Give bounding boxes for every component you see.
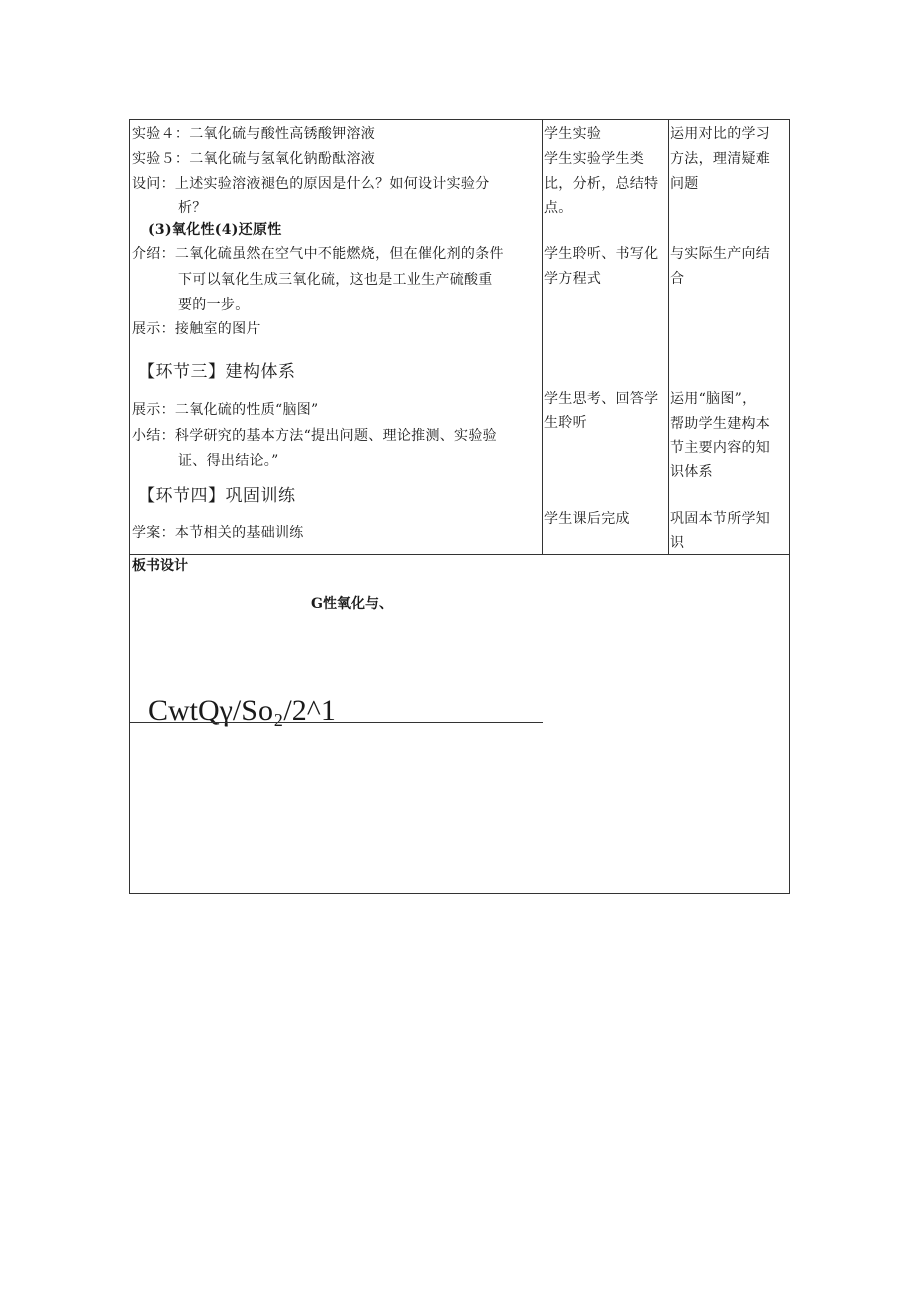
- summary-line-1: 小结：科学研究的基本方法“提出问题、理论推测、实验验: [132, 428, 497, 444]
- intent-line: 合: [670, 271, 685, 287]
- student-line: 学生思考、回答学: [544, 391, 659, 407]
- board-design-title: 板书设计: [132, 558, 188, 574]
- board-design-subtitle: G性氧化与、: [311, 596, 393, 612]
- section-3-heading: 【环节三】建构体系: [138, 362, 296, 382]
- intent-line: 识: [670, 535, 685, 551]
- board-design-formula: CwtQγ/So₂/2^1: [148, 694, 336, 727]
- properties-heading: (3)氧化性(4)还原性: [148, 222, 282, 238]
- intro-line-1: 介绍：二氧化硫虽然在空气中不能燃烧，但在催化剂的条件: [132, 246, 504, 262]
- intro-line-3: 要的一步。: [178, 297, 250, 313]
- formula-underline: [130, 722, 543, 723]
- student-line: 比，分析，总结特: [544, 176, 659, 192]
- show-line-1: 展示：接触室的图片: [132, 321, 261, 337]
- study-line: 学案：本节相关的基础训练: [132, 525, 304, 541]
- student-line: 学生聆听、书写化: [544, 246, 659, 262]
- student-line: 学生实验学生类: [544, 151, 645, 167]
- student-line: 生聆听: [544, 415, 587, 431]
- question-line-2: 析？: [178, 200, 207, 216]
- intent-line: 巩固本节所学知: [670, 511, 771, 527]
- student-line: 点。: [544, 200, 573, 216]
- summary-line-2: 证、得出结论。”: [178, 453, 279, 469]
- student-line: 学生实验: [544, 126, 602, 142]
- column-divider: [542, 120, 543, 554]
- section-4-heading: 【环节四】巩固训练: [138, 486, 296, 506]
- student-line: 学生课后完成: [544, 511, 630, 527]
- intro-line-2: 下可以氧化生成三氧化硫，这也是工业生产硫酸重: [178, 272, 493, 288]
- intent-line: 方法，理清疑难: [670, 151, 771, 167]
- intent-line: 节主要内容的知: [670, 440, 771, 456]
- show-line-2: 展示：二氧化硫的性质“脑图”: [132, 402, 319, 418]
- intent-line: 运用“脑图”，: [670, 391, 757, 407]
- student-line: 学方程式: [544, 271, 602, 287]
- experiment-5: 实验５：二氧化硫与氢氧化钠酚酞溶液: [132, 151, 376, 167]
- teaching-process-row: [130, 120, 789, 555]
- intent-line: 问题: [670, 176, 699, 192]
- lesson-plan-table: [129, 119, 790, 894]
- intent-line: 运用对比的学习: [670, 126, 771, 142]
- question-line-1: 设问：上述实验溶液褪色的原因是什么？如何设计实验分: [132, 176, 490, 192]
- column-divider: [668, 120, 669, 554]
- intent-line: 识体系: [670, 464, 713, 480]
- experiment-4: 实验４：二氧化硫与酸性高锈酸钾溶液: [132, 126, 376, 142]
- intent-line: 与实际生产向结: [670, 246, 771, 262]
- intent-line: 帮助学生建构本: [670, 416, 771, 432]
